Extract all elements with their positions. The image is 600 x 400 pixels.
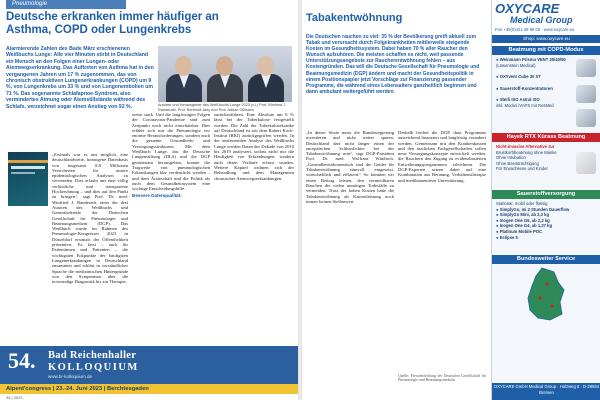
ad-item: ● Sterli ISO Astral ISO (492, 97, 600, 103)
ad-title-line2: KOLLOQUIUM (48, 362, 139, 373)
ad-section-service: Bundesweiter Service (492, 255, 600, 264)
ad-item: Nicht-invasive Alternative zur (496, 144, 555, 149)
ad-section-sauerstoff: Sauerstoffversorgung (492, 190, 600, 199)
ad-item: ● SimplyGo, mi 2 Stunden Dauerflow (492, 207, 600, 213)
ad-header (492, 0, 600, 46)
ad-section-beatmung: Beatmung mit COPD-Modus (492, 46, 600, 55)
ad-item: Stationär, mobil oder flüssig (496, 201, 548, 206)
column-subheading: Bessere Datenqualität: (132, 193, 182, 199)
ad-item: inkl. Modus iVAPS mit ResMed (496, 102, 554, 108)
article-headline: Deutsche erkranken immer häufiger an Asthma, COPD oder Lungenkrebs (6, 11, 219, 36)
source-text: Quelle: Pressemitteilung der Deutschen Gesellschaft für Pneumologie und Beatmungsmedizin (398, 374, 486, 383)
photo-caption: Autoren und Herausgeber des Weißbuchs Lunge 2023 (v.l.) Prof. Winfried J. Randerath, Prof. Berthold Jany und Prof. Adrian Gillissen (158, 103, 287, 112)
right-page (302, 0, 600, 400)
ad-item: Ohne Intubation (496, 155, 526, 161)
page-number: 34 | 2023 (6, 395, 23, 400)
ad-event-info: Alpent'congress | 23.-24. Juni 2023 | Berchtesgaden (0, 384, 298, 394)
ad-section-kuerass: Hayek RTX Kürass Beatmung (492, 133, 600, 142)
column-text: zurückzuführen. Eine Absolute um 6 % lässt bei der Tuberkulose festgestellt werden. Die Zahl der Tuberkulosekranke auf Deutschland ist seit dem Robert Koch-Institut (RKI) zurückgegriffen werden. In der umfassenden Analyse des Weißbuchs Lunge werden Daten der Dekade von 2010 bis 2019 analysiert, sodass nicht nur die Häufigkeit von Erkrankungen, sondern auch deren Verläufe erfasst wurden. Weitere Kapitel widmen sich der Behandlung und dem Management chronischer Atemwegserkrankungen. (214, 112, 294, 181)
author-photo (164, 50, 204, 102)
ad-number: 54. (8, 348, 36, 373)
left-page (0, 0, 298, 400)
article-column-1 (306, 130, 394, 380)
ad-section-beatmung-list (492, 55, 600, 133)
ad-item: ● Eclipse 5 (492, 235, 600, 241)
ventilator-device-image (576, 59, 596, 77)
oxycare-logo-sub: Medical Group (510, 15, 573, 25)
ad-item: ● SimplyGo Mini, ab 2,3 kg (492, 212, 600, 218)
oxycare-logo: OXYCARE (495, 1, 560, 16)
ad-item: ● Weinmann Prisma VENT 30/40/50 (492, 57, 600, 63)
author-photo (246, 50, 286, 102)
article-column-2 (398, 130, 486, 370)
ventilator-device-image (576, 85, 596, 103)
article-column-2 (132, 112, 210, 342)
ad-phone: Fon +49(0)421 48 99 66 · www.oxycare.eu (495, 27, 575, 32)
germany-map-icon (492, 264, 600, 324)
column-text: „In dieser Sitzte muss die Bundesregierung investieren und nicht weiter sparen. Deutschland darf nicht länger einen der europäischen Schlusslichter bei der Tabakentwöhnung sein“, sagt DGP-Präsident Prof. Dr. med. Wolfram Windisch. „Gesundheitsökonomisch sind die Gelder für Tabakentwöhnung sinnvoll eingesetzt, wirtschaftlich und effizient.“ So könnten wir einen Beitrag leisten, den vermeidbaren Rauchen die vielen unnötigen Todesfälle zu vermeiden. Trotz der hohen Kosten hätte die Tabakentwöhnung als Kassenleistung noch immer keinen Stellenwert. (306, 130, 394, 204)
author-photo (205, 50, 245, 102)
ad-item: Brustkorbbeatmung ohne Maske (496, 149, 557, 155)
article-column-3 (214, 112, 294, 342)
article-lead: Alarmierende Zahlen des Bade März erschienenen Weißbuchs Lunge: Alle vier Minuten stirbt in Deutschland ein Mensch an den Folgen einer Lungen- oder Atemwegserkrankung. Das Auftreten von Asthma hat in den vergangenen Jahren um 17 % zugenommen, das von chronisch obstruktiven Lungenerkrankungen (COPD) um 9 %, von Lungenkrebs um 33 % und von Lungenembolien um 71 %. Das sogenannte Schlafapnoe-Syndrom, also vermindertes Atmung oder Atemstillstände während des Schlafs, verzeichnet sogar einen Anstieg von 92 %. (6, 46, 154, 110)
service-map (492, 264, 600, 324)
cuirass-device-image (576, 152, 596, 174)
running-header: Pneumologie (6, 0, 126, 9)
column-text: weise stark. Und die langfristigen Folgen der Coronavirus-Pandemie sind zum Zeitpunkt noch nicht einschätzbar. Dies erfährt sich nur die Pneumologie vor enorme Herausforderungen, sondern auch die gesamte Gesundheits- und Versorgungsstrukturen. Mit dem Weißbuch Lunge, das die Deutsche Lungenstiftung (DLS) und die DGP gemeinsam herausgeben, konnte die Tragweite von pneumologischen Erkrankungen klar verdeutlicht werden – und dem Ärzteschaft und die Politik als auch dem Gesundheitssystem eine wichtige Entscheidungshilfe. (132, 112, 210, 192)
article-lead: Die Deutschen rauchen zu viel: 35 % der Bevölkerung greift aktuell zum Tabak und verursacht durch Folgekrankheiten mittlerweile steigende Kosten im Gesundheitssystem. Dabei haben 70 % aller Raucher den Wunsch aufzuhören. Die meisten schaffen es nicht, weil passende Unterstützungsangebote zur Raucherentwöhnung fehlen – aus Kostengründen. Das will die Deutsche Gesellschaft für Pneumologie und Beatmungsmedizin (DGP) ändern und macht der Gesundheitspolitik in einem Positionspapier jetzt Vorschläge zur Finanzierung passender Programme, die während eines Lebensalters ganzheitlich beginnen und dann ambulant weitergeführt werden. (306, 34, 480, 95)
ad-shop-link[interactable]: Shop: www.oxycare.eu (492, 35, 600, 43)
ad-section-sauerstoff-list (492, 199, 600, 253)
ad-item: ● OXYvent Cube 30 ST (492, 74, 600, 80)
ad-item: ● Sauerstoff-Konzentratoren (492, 86, 600, 92)
ad-item: Für Erwachsene und Kinder (496, 166, 548, 172)
ad-title-line1: Bad Reichenhaller (48, 350, 137, 361)
authors-photo (158, 46, 292, 102)
kolloquium-ad-banner[interactable] (0, 346, 298, 384)
weissbuch-cover-image (8, 152, 48, 206)
ad-item: Ohne Beeinträchtigung (496, 160, 539, 166)
ad-item: ● Inogen One G4, ab 1,27 kg (492, 223, 600, 229)
ad-item: ● Platinum Mobile POC (492, 229, 600, 235)
ad-section-kuerass-list (492, 142, 600, 190)
column-text: Deshalb fordert die DGP, dass Programme ausreichend finanziert und langfristig verankert werden. Gemeinsam mit den Krankenkassen und den ärztlichen Fachgesellschaften sollen neue Versorgungskonzepte entwickelt werden, die Rauchern den Zugang zu evidenzbasierten Entwöhnungsprogrammen erleichtern. Die DGP-Experten setzen dabei auf eine Kombination aus Beratung, Verhaltenstherapie und medikamentöser Unterstützung. (398, 130, 486, 183)
article-headline: Tabakentwöhnung (306, 12, 403, 24)
ad-item: (Löwenstein Medical) (496, 62, 536, 68)
column-text: „Erstmals war es uns möglich, eine deutschlandweite, homogene Datenbasis von insgesamt 8,8 Millionen Versicherten für unsere epidemiologischen Analysen zu verwenden. Dies erlaubt uns eine völlig verlässliche und transparente Hochrechnung – und dies auf den Punkt zu bringen“, sagt Prof. Dr. med. Winfried J. Randerath, einer der drei Autoren des Weißbuchs und Generalsekretär der Deutschen Gesellschaft für Pneumologie und Beatmungsmedizin (DGP). Das Weißbuch wurde im Rahmen des Pneumologie-Kongresses 2023 in Düsseldorf erstmals der Öffentlichkeit präsentiert. Es fasst – auch für Patientinnen und Patienten – die wichtigsten Eckpunkte der häufigsten Lungenerkrankungen in Deutschland zusammen und erklärt in verständlicher Sprache die medizinischen Hintergründe von den Symptomen über die notwendige Diagnostik bis zur Therapie. (52, 152, 128, 285)
oxycare-ad[interactable] (491, 0, 600, 400)
ad-footer: OXYCARE GmbH Medical Group · Holzweg 8 · D-28834 Bremen (492, 383, 600, 400)
source-note (398, 374, 486, 388)
ad-item: ● Inogen One G5, ab 2,2 kg (492, 218, 600, 224)
ad-url[interactable]: www.br-kolloquium.de (48, 374, 93, 379)
ventilator-device-image (576, 109, 596, 127)
article-column-1 (52, 152, 128, 342)
